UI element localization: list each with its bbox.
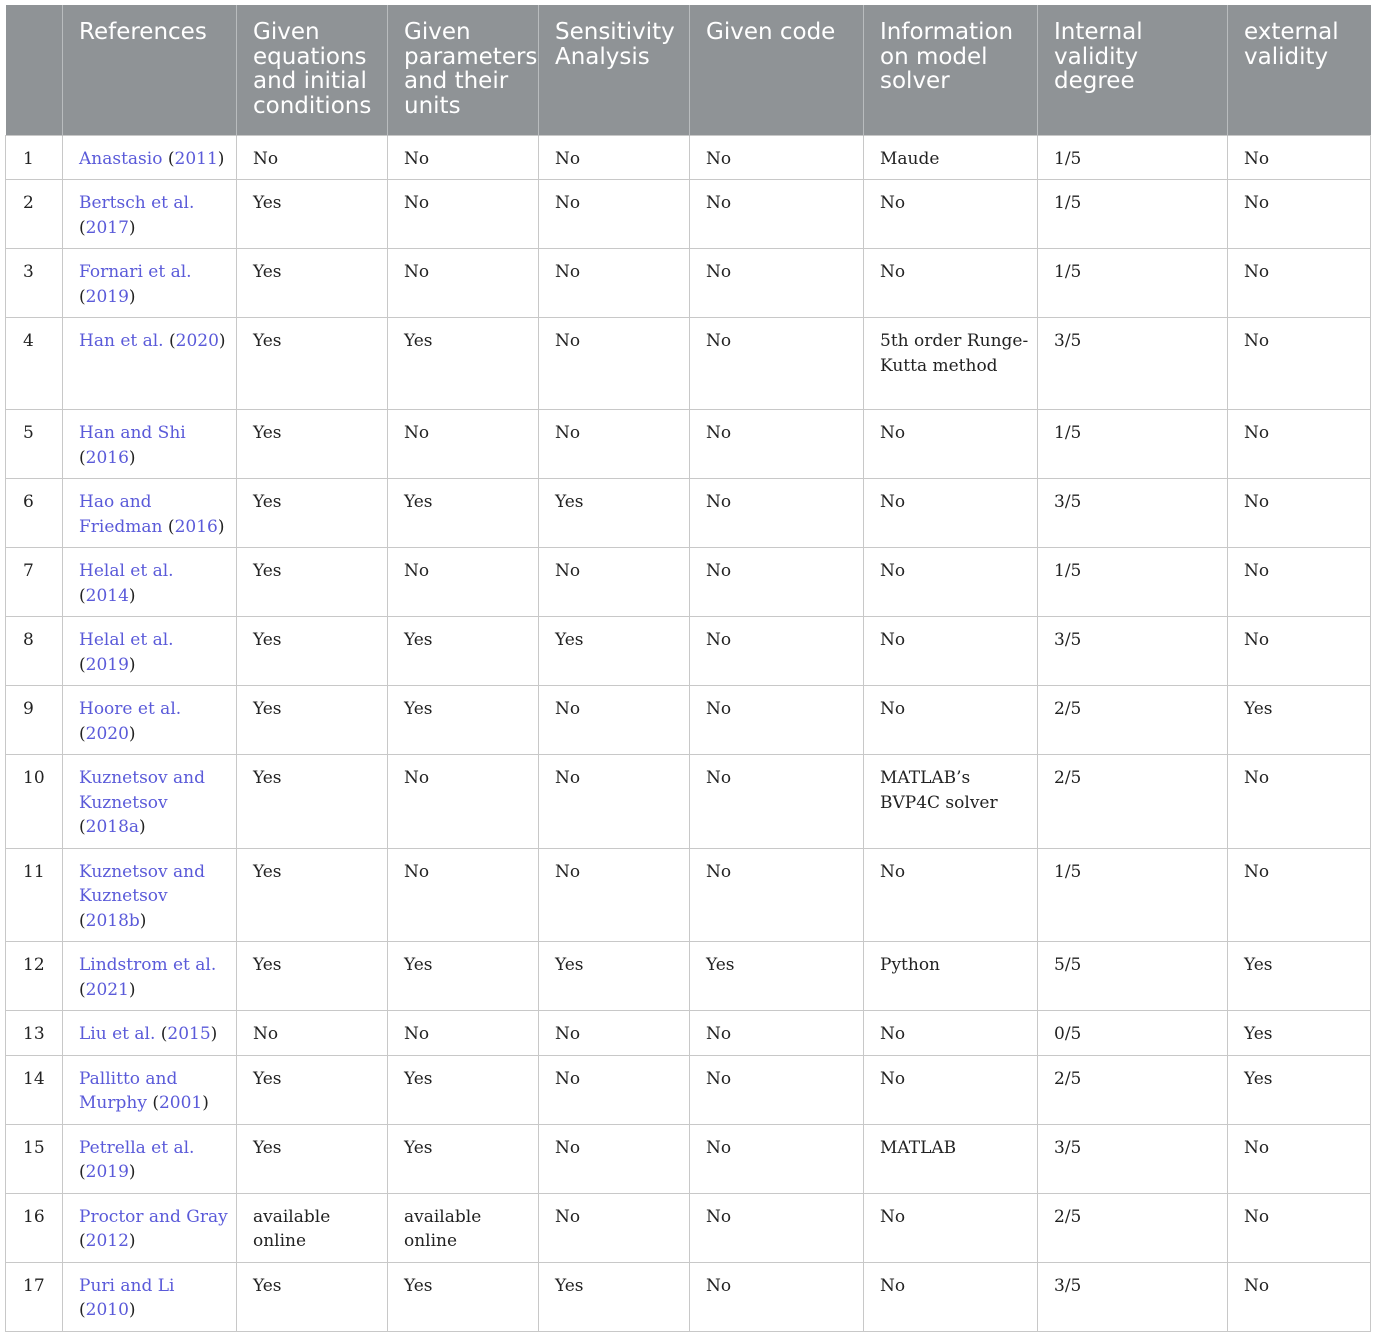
reference-cell: Lindstrom et al. (2021)	[63, 942, 237, 1011]
code-cell: No	[690, 848, 864, 942]
header-row	[6, 5, 1371, 135]
column-header: external validity	[1228, 5, 1371, 135]
internal-validity-cell: 3/5	[1038, 1262, 1228, 1331]
internal-validity-cell: 1/5	[1038, 180, 1228, 249]
reference-year-link[interactable]: 2012	[85, 1231, 129, 1251]
internal-validity-cell: 3/5	[1038, 479, 1228, 548]
internal-validity-cell: 3/5	[1038, 318, 1228, 410]
equations-cell: Yes	[237, 686, 388, 755]
internal-validity-cell: 2/5	[1038, 1193, 1228, 1262]
table-body	[6, 135, 1371, 1331]
internal-validity-cell: 5/5	[1038, 942, 1228, 1011]
internal-validity-cell: 0/5	[1038, 1011, 1228, 1056]
reference-cell: Liu et al. (2015)	[63, 1011, 237, 1056]
reference-author-link[interactable]: Helal et al.	[79, 561, 174, 581]
table-row	[6, 942, 1371, 1011]
code-cell: No	[690, 180, 864, 249]
reference-cell: Proctor and Gray (2012)	[63, 1193, 237, 1262]
code-cell: No	[690, 617, 864, 686]
code-cell: No	[690, 1011, 864, 1056]
internal-validity-cell: 3/5	[1038, 617, 1228, 686]
sensitivity-cell: No	[539, 1055, 690, 1124]
external-validity-cell: Yes	[1228, 1055, 1371, 1124]
code-cell: No	[690, 479, 864, 548]
code-cell: No	[690, 1193, 864, 1262]
reference-year-link[interactable]: 2020	[85, 723, 129, 744]
reference-author-link[interactable]: Kuznetsov and Kuznetsov	[79, 768, 206, 813]
external-validity-cell: No	[1228, 617, 1371, 686]
reference-cell: Puri and Li (2010)	[63, 1262, 237, 1331]
reference-author-link[interactable]: Fornari et al.	[79, 262, 192, 282]
reference-cell: Pallitto and Murphy (2001)	[63, 1055, 237, 1124]
external-validity-cell: No	[1228, 135, 1371, 180]
code-cell: No	[690, 249, 864, 318]
equations-cell: Yes	[237, 1124, 388, 1193]
external-validity-cell: No	[1228, 479, 1371, 548]
column-header: Given parameters and their units	[388, 5, 539, 135]
equations-cell: Yes	[237, 942, 388, 1011]
internal-validity-cell: 2/5	[1038, 1055, 1228, 1124]
reference-author-link[interactable]: Lindstrom et al.	[79, 955, 217, 975]
reference-year-link[interactable]: 2001	[158, 1093, 203, 1113]
reference-year-link[interactable]: 2019	[85, 1162, 129, 1182]
reference-author-link[interactable]: Bertsch et al.	[79, 193, 195, 213]
column-header: Internal validity degree	[1038, 5, 1228, 135]
table-row	[6, 548, 1371, 617]
reference-year-link[interactable]: 2019	[85, 286, 129, 307]
solver-cell: MATLAB’s BVP4C solver	[864, 755, 1038, 849]
parameters-cell: No	[388, 848, 539, 942]
equations-cell: No	[237, 135, 388, 180]
reference-author-link[interactable]: Han et al.	[79, 331, 164, 351]
reference-year-link[interactable]: 2020	[175, 331, 219, 351]
reference-cell: Helal et al. (2014)	[63, 548, 237, 617]
solver-cell: No	[864, 249, 1038, 318]
reference-year-link[interactable]: 2018a	[85, 817, 140, 837]
external-validity-cell: No	[1228, 548, 1371, 617]
table-row	[6, 617, 1371, 686]
table-row	[6, 1124, 1371, 1193]
code-cell: No	[690, 318, 864, 410]
table-row	[6, 249, 1371, 318]
parameters-cell: No	[388, 755, 539, 849]
parameters-cell: Yes	[388, 617, 539, 686]
code-cell: Yes	[690, 942, 864, 1011]
external-validity-cell: No	[1228, 755, 1371, 849]
row-number: 9	[6, 686, 63, 755]
row-number: 17	[6, 1262, 63, 1331]
reference-author-link[interactable]: Hao and Friedman	[79, 492, 163, 537]
internal-validity-cell: 1/5	[1038, 848, 1228, 942]
external-validity-cell: Yes	[1228, 942, 1371, 1011]
reference-year-link[interactable]: 2021	[85, 979, 129, 1000]
reference-cell: Han et al. (2020)	[63, 318, 237, 410]
table-row	[6, 1262, 1371, 1331]
parameters-cell: Yes	[388, 479, 539, 548]
external-validity-cell: No	[1228, 318, 1371, 410]
parameters-cell: Yes	[388, 942, 539, 1011]
column-header: Sensitivity Analysis	[539, 5, 690, 135]
reference-author-link[interactable]: Pallitto and Murphy	[79, 1068, 178, 1113]
column-header	[6, 5, 63, 135]
table-row	[6, 410, 1371, 479]
table-row	[6, 180, 1371, 249]
external-validity-cell: Yes	[1228, 686, 1371, 755]
reference-year-link[interactable]: 2016	[174, 516, 218, 537]
solver-cell: No	[864, 180, 1038, 249]
code-cell: No	[690, 410, 864, 479]
equations-cell: Yes	[237, 755, 388, 849]
code-cell: No	[690, 686, 864, 755]
parameters-cell: Yes	[388, 1055, 539, 1124]
equations-cell: Yes	[237, 1055, 388, 1124]
sensitivity-cell: No	[539, 1011, 690, 1056]
reference-cell: Anastasio (2011)	[63, 135, 237, 180]
sensitivity-cell: Yes	[539, 1262, 690, 1331]
row-number: 8	[6, 617, 63, 686]
parameters-cell: Yes	[388, 1124, 539, 1193]
parameters-cell: available online	[388, 1193, 539, 1262]
table-row	[6, 1011, 1371, 1056]
reference-author-link[interactable]: Petrella et al.	[79, 1137, 195, 1158]
row-number: 7	[6, 548, 63, 617]
external-validity-cell: No	[1228, 410, 1371, 479]
sensitivity-cell: No	[539, 686, 690, 755]
parameters-cell: No	[388, 548, 539, 617]
reference-cell: Hoore et al. (2020)	[63, 686, 237, 755]
sensitivity-cell: No	[539, 318, 690, 410]
solver-cell: No	[864, 479, 1038, 548]
row-number: 14	[6, 1055, 63, 1124]
reference-author-link[interactable]: Hoore et al.	[79, 699, 182, 719]
solver-cell: 5th order Runge-Kutta method	[864, 318, 1038, 410]
external-validity-cell: No	[1228, 180, 1371, 249]
reference-author-link[interactable]: Puri and Li	[79, 1275, 175, 1296]
external-validity-cell: No	[1228, 1193, 1371, 1262]
equations-cell: Yes	[237, 410, 388, 479]
external-validity-cell: No	[1228, 848, 1371, 942]
equations-cell: Yes	[237, 548, 388, 617]
sensitivity-cell: No	[539, 548, 690, 617]
solver-cell: No	[864, 686, 1038, 755]
reference-cell: Fornari et al. (2019)	[63, 249, 237, 318]
parameters-cell: Yes	[388, 1262, 539, 1331]
internal-validity-cell: 2/5	[1038, 755, 1228, 849]
solver-cell: No	[864, 1262, 1038, 1331]
code-cell: No	[690, 135, 864, 180]
external-validity-cell: No	[1228, 1262, 1371, 1331]
row-number: 4	[6, 318, 63, 410]
parameters-cell: No	[388, 249, 539, 318]
sensitivity-cell: Yes	[539, 479, 690, 548]
solver-cell: No	[864, 848, 1038, 942]
equations-cell: Yes	[237, 318, 388, 410]
column-header: References	[63, 5, 237, 135]
row-number: 6	[6, 479, 63, 548]
sensitivity-cell: No	[539, 848, 690, 942]
reference-year-link[interactable]: 2011	[174, 148, 218, 169]
table-row	[6, 686, 1371, 755]
sensitivity-cell: No	[539, 1124, 690, 1193]
sensitivity-cell: No	[539, 410, 690, 479]
reference-author-link[interactable]: Proctor and Gray	[79, 1206, 228, 1227]
reference-author-link[interactable]: Helal et al.	[79, 630, 174, 650]
table-row	[6, 135, 1371, 180]
row-number: 10	[6, 755, 63, 849]
code-cell: No	[690, 548, 864, 617]
equations-cell: available online	[237, 1193, 388, 1262]
solver-cell: No	[864, 410, 1038, 479]
sensitivity-cell: No	[539, 249, 690, 318]
table-row	[6, 318, 1371, 410]
row-number: 13	[6, 1011, 63, 1056]
solver-cell: No	[864, 617, 1038, 686]
equations-cell: Yes	[237, 479, 388, 548]
reference-cell: Han and Shi (2016)	[63, 410, 237, 479]
code-cell: No	[690, 755, 864, 849]
parameters-cell: No	[388, 180, 539, 249]
reference-year-link[interactable]: 2010	[85, 1300, 129, 1320]
column-header: Given equations and initial conditions	[237, 5, 388, 135]
reference-year-link[interactable]: 2016	[85, 447, 129, 468]
reference-year-link[interactable]: 2014	[85, 585, 129, 606]
row-number: 15	[6, 1124, 63, 1193]
reference-cell: Bertsch et al. (2017)	[63, 180, 237, 249]
solver-cell: No	[864, 1193, 1038, 1262]
equations-cell: Yes	[237, 180, 388, 249]
reference-cell: Helal et al. (2019)	[63, 617, 237, 686]
row-number: 16	[6, 1193, 63, 1262]
equations-cell: Yes	[237, 1262, 388, 1331]
solver-cell: No	[864, 1011, 1038, 1056]
solver-cell: Python	[864, 942, 1038, 1011]
reference-year-link[interactable]: 2017	[85, 217, 129, 238]
sensitivity-cell: No	[539, 180, 690, 249]
table-row	[6, 479, 1371, 548]
reference-year-link[interactable]: 2018b	[85, 910, 140, 931]
table-row	[6, 848, 1371, 942]
reference-cell: Hao and Friedman (2016)	[63, 479, 237, 548]
row-number: 3	[6, 249, 63, 318]
internal-validity-cell: 2/5	[1038, 686, 1228, 755]
row-number: 1	[6, 135, 63, 180]
parameters-cell: No	[388, 410, 539, 479]
parameters-cell: No	[388, 1011, 539, 1056]
table-row	[6, 755, 1371, 849]
internal-validity-cell: 3/5	[1038, 1124, 1228, 1193]
parameters-cell: No	[388, 135, 539, 180]
column-header: Given code	[690, 5, 864, 135]
internal-validity-cell: 1/5	[1038, 410, 1228, 479]
equations-cell: Yes	[237, 848, 388, 942]
equations-cell: No	[237, 1011, 388, 1056]
internal-validity-cell: 1/5	[1038, 548, 1228, 617]
code-cell: No	[690, 1055, 864, 1124]
table-row	[6, 1055, 1371, 1124]
solver-cell: MATLAB	[864, 1124, 1038, 1193]
solver-cell: No	[864, 548, 1038, 617]
reference-year-link[interactable]: 2019	[85, 654, 129, 675]
reference-author-link[interactable]: Han and Shi	[79, 423, 186, 443]
parameters-cell: Yes	[388, 318, 539, 410]
sensitivity-cell: No	[539, 1193, 690, 1262]
reference-cell: Kuznetsov and Kuznetsov (2018b)	[63, 848, 237, 942]
reference-author-link[interactable]: Kuznetsov and Kuznetsov	[79, 861, 206, 906]
column-header: Information on model solver	[864, 5, 1038, 135]
sensitivity-cell: Yes	[539, 617, 690, 686]
solver-cell: Maude	[864, 135, 1038, 180]
reference-cell: Petrella et al. (2019)	[63, 1124, 237, 1193]
parameters-cell: Yes	[388, 686, 539, 755]
sensitivity-cell: Yes	[539, 942, 690, 1011]
reference-year-link[interactable]: 2015	[167, 1024, 211, 1044]
sensitivity-cell: No	[539, 135, 690, 180]
reference-author-link[interactable]: Anastasio	[79, 148, 163, 169]
internal-validity-cell: 1/5	[1038, 249, 1228, 318]
code-cell: No	[690, 1124, 864, 1193]
validity-table	[5, 5, 1371, 1332]
row-number: 5	[6, 410, 63, 479]
reference-author-link[interactable]: Liu et al.	[79, 1024, 156, 1044]
row-number: 12	[6, 942, 63, 1011]
internal-validity-cell: 1/5	[1038, 135, 1228, 180]
external-validity-cell: Yes	[1228, 1011, 1371, 1056]
sensitivity-cell: No	[539, 755, 690, 849]
row-number: 2	[6, 180, 63, 249]
code-cell: No	[690, 1262, 864, 1331]
equations-cell: Yes	[237, 617, 388, 686]
reference-cell: Kuznetsov and Kuznetsov (2018a)	[63, 755, 237, 849]
solver-cell: No	[864, 1055, 1038, 1124]
external-validity-cell: No	[1228, 1124, 1371, 1193]
table-row	[6, 1193, 1371, 1262]
row-number: 11	[6, 848, 63, 942]
equations-cell: Yes	[237, 249, 388, 318]
external-validity-cell: No	[1228, 249, 1371, 318]
